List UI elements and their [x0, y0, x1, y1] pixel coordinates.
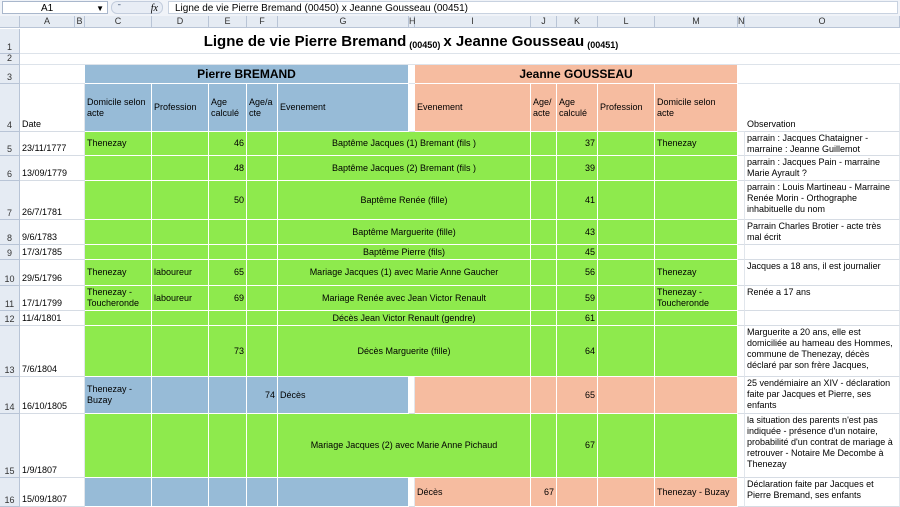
column-header-j[interactable]: J [531, 16, 557, 28]
cell-observation[interactable]: la situation des parents n'est pas indiquée - présence d'un notaire, probabilité d'un contrat de mariage à retrouver - Notaire Me Decombe à Thenezay [745, 414, 900, 478]
cell-age-acte-right[interactable] [531, 311, 557, 326]
cell-observation[interactable]: Marguerite a 20 ans, elle est domiciliée au hameau des Hommes, commune de Thenezay, décès déclaré par son frère Jacques, [745, 326, 900, 377]
header-age-calc-left[interactable]: Age calculé [209, 84, 247, 132]
cell-domicile-left[interactable]: Thenezay - Buzay [85, 377, 152, 414]
cell-event[interactable]: Mariage Renée avec Jean Victor Renault [278, 286, 531, 311]
cell-event-right[interactable] [415, 377, 531, 414]
row-header[interactable]: 8 [0, 220, 20, 245]
cell-domicile-left[interactable] [85, 311, 152, 326]
cell-age-calc-left[interactable]: 48 [209, 156, 247, 181]
cell-domicile-left[interactable] [85, 326, 152, 377]
cell-profession-left[interactable] [152, 181, 209, 220]
cell-age-calc-right[interactable]: 64 [557, 326, 598, 377]
cell-age-acte-left[interactable] [247, 326, 278, 377]
cell-event[interactable]: Décès Jean Victor Renault (gendre) [278, 311, 531, 326]
name-box[interactable] [2, 1, 108, 14]
column-header-a[interactable]: A [20, 16, 75, 28]
cell-date[interactable]: 11/4/1801 [20, 311, 85, 326]
cell-age-acte-right[interactable] [531, 260, 557, 286]
cell-domicile-left[interactable] [85, 245, 152, 260]
cell-age-acte-left[interactable] [247, 132, 278, 156]
cell-age-calc-left[interactable]: 46 [209, 132, 247, 156]
column-header-e[interactable]: E [209, 16, 247, 28]
cell-age-calc-left[interactable] [209, 220, 247, 245]
cell-profession-right[interactable] [598, 156, 655, 181]
cell-age-acte-left[interactable] [247, 311, 278, 326]
cell-observation[interactable] [745, 245, 900, 260]
cell-spacer[interactable] [738, 156, 745, 181]
section-header-jeanne[interactable]: Jeanne GOUSSEAU [415, 65, 738, 84]
cell-domicile-right[interactable]: Thenezay - Toucheronde [655, 286, 738, 311]
cell-observation[interactable]: parrain : Louis Martineau - Marraine Renée Morin - Orthographe inhabituelle du nom [745, 181, 900, 220]
cell-age-calc-left[interactable] [209, 377, 247, 414]
cell-profession-right[interactable] [598, 245, 655, 260]
cell-event-left[interactable]: Décès [278, 377, 409, 414]
cell-date[interactable]: 16/10/1805 [20, 377, 85, 414]
cell-age-acte-right[interactable] [531, 181, 557, 220]
cell-age-calc-right[interactable]: 39 [557, 156, 598, 181]
cell-age-calc-left[interactable]: 69 [209, 286, 247, 311]
cell-domicile-left[interactable] [85, 220, 152, 245]
title-id1: (00450) [409, 39, 441, 50]
grid-row [20, 54, 900, 65]
cell-age-acte-right[interactable] [531, 286, 557, 311]
cell-domicile-left[interactable]: Thenezay - Toucheronde [85, 286, 152, 311]
cell-profession-right[interactable] [598, 181, 655, 220]
cell-date[interactable]: 29/5/1796 [20, 260, 85, 286]
page-title[interactable] [85, 29, 740, 54]
cell-date[interactable]: 15/09/1807 [20, 478, 85, 507]
cell-age-acte-left[interactable] [247, 414, 278, 478]
cell-age-calc-right[interactable]: 45 [557, 245, 598, 260]
cell-spacer[interactable] [738, 478, 745, 507]
cell-date[interactable]: 26/7/1781 [20, 181, 85, 220]
cell-observation[interactable]: Parrain Charles Brotier - acte très mal écrit [745, 220, 900, 245]
cell-date[interactable]: 1/9/1807 [20, 414, 85, 478]
cell-profession-right[interactable] [598, 414, 655, 478]
cell-domicile-right[interactable] [655, 181, 738, 220]
row-header[interactable]: 7 [0, 181, 20, 220]
cell-domicile-right[interactable] [655, 311, 738, 326]
formula-bar [0, 0, 900, 17]
cell-age-calc-left[interactable] [209, 414, 247, 478]
row-header[interactable]: 1 [0, 29, 20, 54]
cell-age-acte-right[interactable] [531, 326, 557, 377]
cell-event[interactable]: Mariage Jacques (1) avec Marie Anne Gaucher [278, 260, 531, 286]
column-header-n[interactable]: N [738, 16, 745, 26]
cell-age-acte-right[interactable] [531, 377, 557, 414]
cell-profession-left[interactable] [152, 478, 209, 507]
column-header-i[interactable]: I [415, 16, 531, 28]
cell-age-acte-right[interactable] [531, 156, 557, 181]
cell-age-calc-left[interactable]: 73 [209, 326, 247, 377]
cell-age-calc-left[interactable]: 65 [209, 260, 247, 286]
row-header[interactable]: 14 [0, 377, 20, 414]
row-header[interactable]: 11 [0, 286, 20, 311]
cell-date[interactable]: 17/1/1799 [20, 286, 85, 311]
cell-date[interactable]: 17/3/1785 [20, 245, 85, 260]
column-header-c[interactable]: C [85, 16, 152, 28]
cell-age-calc-right[interactable]: 59 [557, 286, 598, 311]
column-header-o[interactable]: O [745, 16, 900, 28]
cell-date[interactable]: 13/09/1779 [20, 156, 85, 181]
cell-observation[interactable]: parrain : Jacques Pain - marraine Marie Ayrault ? [745, 156, 900, 181]
column-header-m[interactable]: M [655, 16, 738, 28]
cell-spacer[interactable] [738, 220, 745, 245]
column-header-g[interactable]: G [278, 16, 409, 28]
cell-profession-right[interactable] [598, 326, 655, 377]
cell-domicile-left[interactable] [85, 156, 152, 181]
cell-age-acte-right[interactable] [531, 132, 557, 156]
cell-domicile-left[interactable]: Thenezay [85, 260, 152, 286]
column-header-h[interactable]: H [409, 16, 416, 26]
cell-observation[interactable]: Déclaration faite par Jacques et Pierre Bremand, ses enfants [745, 478, 900, 507]
header-evenement-left[interactable]: Evenement [278, 84, 409, 132]
cell-spacer[interactable] [738, 377, 745, 414]
cell-age-calc-left[interactable] [209, 311, 247, 326]
cell-age-calc-left[interactable] [209, 478, 247, 507]
formula-input[interactable]: Ligne de vie Pierre Bremand (00450) x Jeanne Gousseau (00451) [168, 1, 898, 14]
cell-domicile-left[interactable] [85, 181, 152, 220]
cell-age-acte-left[interactable] [247, 220, 278, 245]
row-header[interactable]: 2 [0, 54, 20, 65]
cell-profession-left[interactable] [152, 326, 209, 377]
cell-observation[interactable]: 25 vendémiaire an XIV - déclaration faite par Jacques et Pierre, ses enfants [745, 377, 900, 414]
cell-domicile-left[interactable] [85, 414, 152, 478]
cell-spacer[interactable] [738, 414, 745, 478]
header-profession-right[interactable]: Profession [598, 84, 655, 132]
cell-spacer[interactable] [738, 245, 745, 260]
column-header-b[interactable]: B [75, 16, 85, 28]
cell-domicile-right[interactable] [655, 326, 738, 377]
column-header-l[interactable]: L [598, 16, 655, 28]
resize-handle-icon[interactable]: ⁃ [117, 0, 122, 10]
cell-profession-right[interactable] [598, 220, 655, 245]
cell-event-right[interactable]: Décès [415, 478, 531, 507]
cell-date[interactable]: 7/6/1804 [20, 326, 85, 377]
header-age-acte-right[interactable]: Age/ acte [531, 84, 557, 132]
cell-domicile-right[interactable] [655, 377, 738, 414]
cell-profession-left[interactable] [152, 311, 209, 326]
header-domicile-right[interactable]: Domicile selon acte [655, 84, 738, 132]
cell-age-calc-right[interactable] [557, 478, 598, 507]
cell-profession-right[interactable] [598, 311, 655, 326]
row-header[interactable]: 9 [0, 245, 20, 260]
cell-profession-left[interactable] [152, 377, 209, 414]
cell-age-calc-right[interactable]: 56 [557, 260, 598, 286]
cell-event[interactable]: Décès Marguerite (fille) [278, 326, 531, 377]
row-header[interactable]: 10 [0, 260, 20, 286]
cell-spacer[interactable] [738, 132, 745, 156]
cell-age-acte-left[interactable] [247, 478, 278, 507]
name-box-value: A1 [41, 3, 54, 14]
cell-spacer[interactable] [738, 181, 745, 220]
row-header[interactable]: 4 [0, 84, 20, 132]
cell-profession-right[interactable] [598, 260, 655, 286]
cell-spacer[interactable] [738, 311, 745, 326]
cell-profession-left[interactable] [152, 156, 209, 181]
header-observation[interactable]: Observation [745, 84, 900, 132]
cell-observation[interactable]: Renée a 17 ans [745, 286, 900, 311]
title-part1: Ligne de vie Pierre Bremand [203, 33, 407, 50]
cell-event[interactable]: Baptême Marguerite (fille) [278, 220, 531, 245]
cell-age-acte-left[interactable] [247, 286, 278, 311]
cell-age-calc-right[interactable]: 67 [557, 414, 598, 478]
row-header[interactable]: 13 [0, 326, 20, 377]
cell-profession-right[interactable] [598, 377, 655, 414]
title-id2: (00451) [587, 39, 619, 50]
cell-age-acte-right[interactable] [531, 414, 557, 478]
cell-age-calc-right[interactable]: 37 [557, 132, 598, 156]
cell-age-acte-left[interactable] [247, 245, 278, 260]
cell-observation[interactable]: Jacques a 18 ans, il est journalier [745, 260, 900, 286]
header-profession-left[interactable]: Profession [152, 84, 209, 132]
function-icon: fx [150, 3, 158, 14]
cell-domicile-right[interactable] [655, 245, 738, 260]
cell-age-calc-right[interactable]: 43 [557, 220, 598, 245]
cell-spacer[interactable] [738, 326, 745, 377]
cell-age-acte-right[interactable] [531, 245, 557, 260]
cell-profession-right[interactable] [598, 286, 655, 311]
cell-profession-right[interactable] [598, 478, 655, 507]
row-header[interactable]: 5 [0, 132, 20, 156]
cell-domicile-right[interactable] [655, 156, 738, 181]
cell-profession-left[interactable] [152, 414, 209, 478]
cell-domicile-right[interactable]: Thenezay [655, 260, 738, 286]
cell-date[interactable]: 9/6/1783 [20, 220, 85, 245]
cell-age-calc-left[interactable] [209, 245, 247, 260]
cell-event[interactable]: Baptême Renée (fille) [278, 181, 531, 220]
cell-age-acte-right[interactable]: 67 [531, 478, 557, 507]
cell-profession-left[interactable]: laboureur [152, 286, 209, 311]
cell-event[interactable]: Baptême Jacques (1) Bremant (fils ) [278, 132, 531, 156]
cell-profession-left[interactable]: laboureur [152, 260, 209, 286]
header-age-acte-left[interactable]: Age/a cte [247, 84, 278, 132]
cell-age-calc-right[interactable]: 41 [557, 181, 598, 220]
cell-observation[interactable]: parrain : Jacques Chataigner - marraine : Jeanne Guillemot [745, 132, 900, 156]
cell-domicile-left[interactable]: Thenezay [85, 132, 152, 156]
cell-domicile-right[interactable] [655, 220, 738, 245]
row-header[interactable]: 3 [0, 65, 20, 84]
cell-event[interactable]: Baptême Jacques (2) Bremant (fils ) [278, 156, 531, 181]
row-header[interactable]: 12 [0, 311, 20, 326]
row-header[interactable]: 15 [0, 414, 20, 478]
header-domicile-left[interactable]: Domicile selon acte [85, 84, 152, 132]
header-age-calc-right[interactable]: Age calculé [557, 84, 598, 132]
select-all-corner[interactable] [0, 16, 20, 28]
column-header-d[interactable]: D [152, 16, 209, 28]
insert-function-button[interactable] [111, 1, 163, 14]
cell-domicile-right[interactable]: Thenezay - Buzay [655, 478, 738, 507]
title-part2: x Jeanne Gousseau [443, 33, 585, 50]
cell-profession-right[interactable] [598, 132, 655, 156]
cell-spacer[interactable] [738, 260, 745, 286]
cell-age-acte-left[interactable] [247, 156, 278, 181]
column-header-k[interactable]: K [557, 16, 598, 28]
cell-age-acte-left[interactable] [247, 260, 278, 286]
row-header[interactable]: 6 [0, 156, 20, 181]
column-header-f[interactable]: F [247, 16, 278, 28]
header-date[interactable]: Date [20, 84, 85, 132]
cell-domicile-right[interactable]: Thenezay [655, 132, 738, 156]
cell-age-acte-left[interactable]: 74 [247, 377, 278, 414]
cell-profession-left[interactable] [152, 220, 209, 245]
cell-age-calc-left[interactable]: 50 [209, 181, 247, 220]
cell-age-calc-right[interactable]: 65 [557, 377, 598, 414]
header-evenement-right[interactable]: Evenement [415, 84, 531, 132]
cell-age-acte-right[interactable] [531, 220, 557, 245]
row-header[interactable]: 16 [0, 478, 20, 507]
cell-age-calc-right[interactable]: 61 [557, 311, 598, 326]
chevron-down-icon[interactable]: ▼ [96, 4, 104, 13]
cell-event-left[interactable] [278, 478, 409, 507]
cell-domicile-left[interactable] [85, 478, 152, 507]
cell-date[interactable]: 23/11/1777 [20, 132, 85, 156]
cell-profession-left[interactable] [152, 245, 209, 260]
cell-age-acte-left[interactable] [247, 181, 278, 220]
cell-domicile-right[interactable] [655, 414, 738, 478]
cell-event[interactable]: Baptême Pierre (fils) [278, 245, 531, 260]
section-header-pierre[interactable]: Pierre BREMAND [85, 65, 409, 84]
cell-event[interactable]: Mariage Jacques (2) avec Marie Anne Pichaud [278, 414, 531, 478]
cell-profession-left[interactable] [152, 132, 209, 156]
cell-observation[interactable] [745, 311, 900, 326]
cell-spacer[interactable] [738, 286, 745, 311]
